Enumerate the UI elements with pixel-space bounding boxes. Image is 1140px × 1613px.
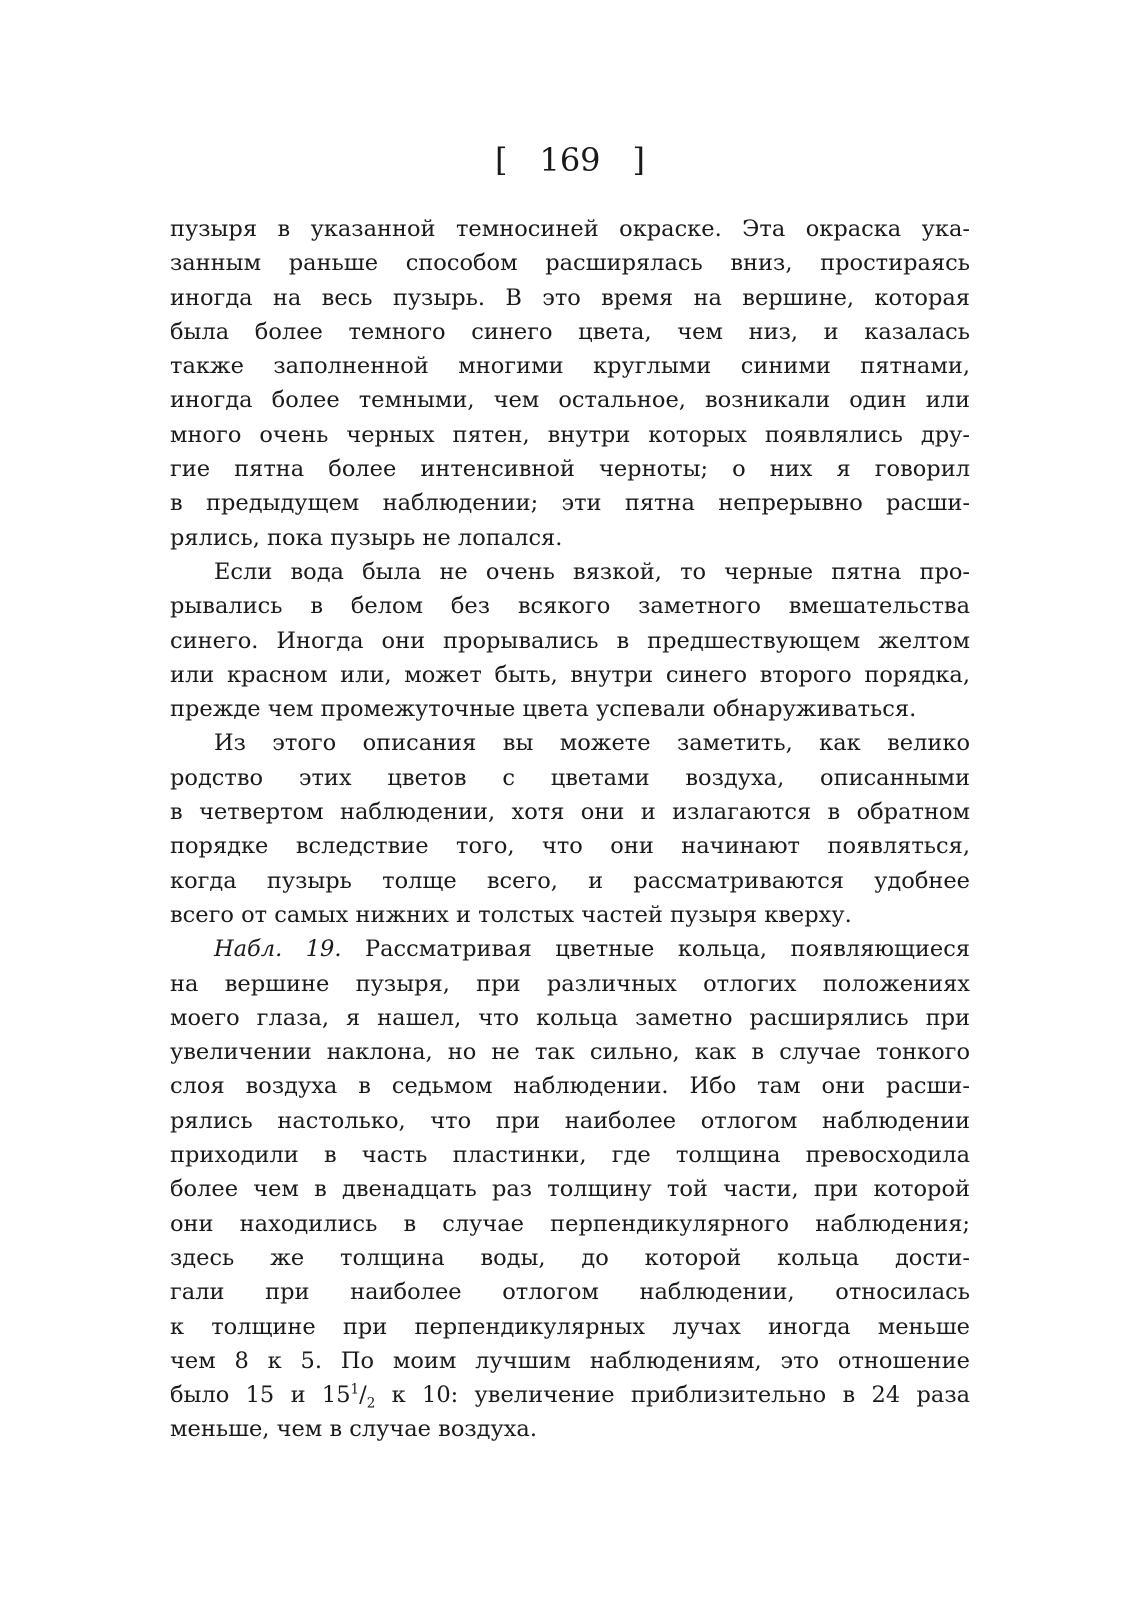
- bracket-open: [: [494, 141, 508, 179]
- text-line: много очень черных пятен, внутри которых появлялись дру-: [170, 421, 970, 448]
- text-line: Если вода была не очень вязкой, то черные пятна про-: [214, 558, 970, 585]
- text-line: меньше, чем в случае воздуха.: [170, 1416, 537, 1443]
- fraction-denominator: 2: [366, 1395, 376, 1412]
- observation-label: Набл. 19.: [214, 936, 342, 963]
- text-line: рялись настолько, что при наиболее отлогом наблюдении: [170, 1107, 970, 1134]
- text-line: гали при наиболее отлогом наблюдении, относилась: [170, 1279, 970, 1306]
- text-line: более чем в двенадцать раз толщину той части, при которой: [170, 1176, 970, 1203]
- text-line: приходили в часть пластинки, где толщина превосходила: [170, 1142, 970, 1169]
- paragraph-1: [170, 212, 970, 555]
- text-line: иногда на весь пузырь. В это время на вершине, которая: [170, 284, 970, 311]
- text-line: рывались в белом без всякого заметного вмешательства: [170, 593, 970, 620]
- text-line: иногда более темными, чем остальное, возникали один или: [170, 387, 970, 414]
- text-line: прежде чем промежуточные цвета успевали обнаруживаться.: [170, 696, 917, 723]
- text-line: когда пузырь толще всего, и рассматриваются удобнее: [170, 867, 970, 894]
- paragraph-observation-19: [170, 932, 970, 1446]
- fraction-line-after: к 10: увеличение приблизительно в 24 раза: [375, 1382, 970, 1409]
- page-number: 169: [539, 141, 601, 179]
- text-line: в предыдущем наблюдении; эти пятна непрерывно расши-: [170, 490, 970, 517]
- text-line: также заполненной многими круглыми синими пятнами,: [170, 353, 970, 380]
- text-line: здесь же толщина воды, до которой кольца дости-: [170, 1244, 970, 1271]
- text-line: на вершине пузыря, при различных отлогих положениях: [170, 970, 970, 997]
- text-line: синего. Иногда они прорывались в предшествующем желтом: [170, 627, 970, 654]
- text-line: родство этих цветов с цветами воздуха, описанными: [170, 764, 970, 791]
- observation-text: Рассматривая цветные кольца, появляющиеся: [341, 936, 970, 963]
- text-line: была более темного синего цвета, чем низ, и казалась: [170, 318, 970, 345]
- text-line: порядке вследствие того, что они начинают появляться,: [170, 833, 970, 860]
- text-line: моего глаза, я нашел, что кольца заметно расширялись при: [170, 1004, 970, 1031]
- text-line: к толщине при перпендикулярных лучах иногда меньше: [170, 1313, 970, 1340]
- text-line: увеличении наклона, но не так сильно, как в случае тонкого: [170, 1039, 970, 1066]
- text-line-fraction: [170, 1378, 970, 1412]
- fraction-numerator: 1: [350, 1381, 360, 1398]
- fraction-slash: /: [359, 1382, 367, 1409]
- paragraph-2: [170, 555, 970, 726]
- body-text: [170, 212, 970, 1447]
- text-line: или красном или, может быть, внутри синего второго порядка,: [170, 661, 970, 688]
- text-line: слоя воздуха в седьмом наблюдении. Ибо там они расши-: [170, 1073, 970, 1100]
- text-line: [170, 932, 970, 966]
- text-line: занным раньше способом расширялась вниз, простираясь: [170, 250, 970, 277]
- text-line: они находились в случае перпендикулярного наблюдения;: [170, 1210, 970, 1237]
- text-line: чем 8 к 5. По моим лучшим наблюдениям, это отношение: [170, 1347, 970, 1374]
- text-line: рялись, пока пузырь не лопался.: [170, 524, 563, 551]
- text-line: Из этого описания вы можете заметить, как велико: [214, 730, 970, 757]
- page-number-header: [0, 140, 1140, 180]
- text-line: всего от самых нижних и толстых частей пузыря кверху.: [170, 901, 852, 928]
- text-line: пузыря в указанной темносиней окраске. Эта окраска ука-: [170, 216, 970, 242]
- paragraph-3: [170, 726, 970, 932]
- text-line: в четвертом наблюдении, хотя они и излагаются в обратном: [170, 799, 970, 826]
- text-line: гие пятна более интенсивной черноты; о них я говорил: [170, 456, 970, 483]
- fraction-line-before: было 15 и 15: [170, 1382, 351, 1409]
- bracket-close: ]: [632, 141, 646, 179]
